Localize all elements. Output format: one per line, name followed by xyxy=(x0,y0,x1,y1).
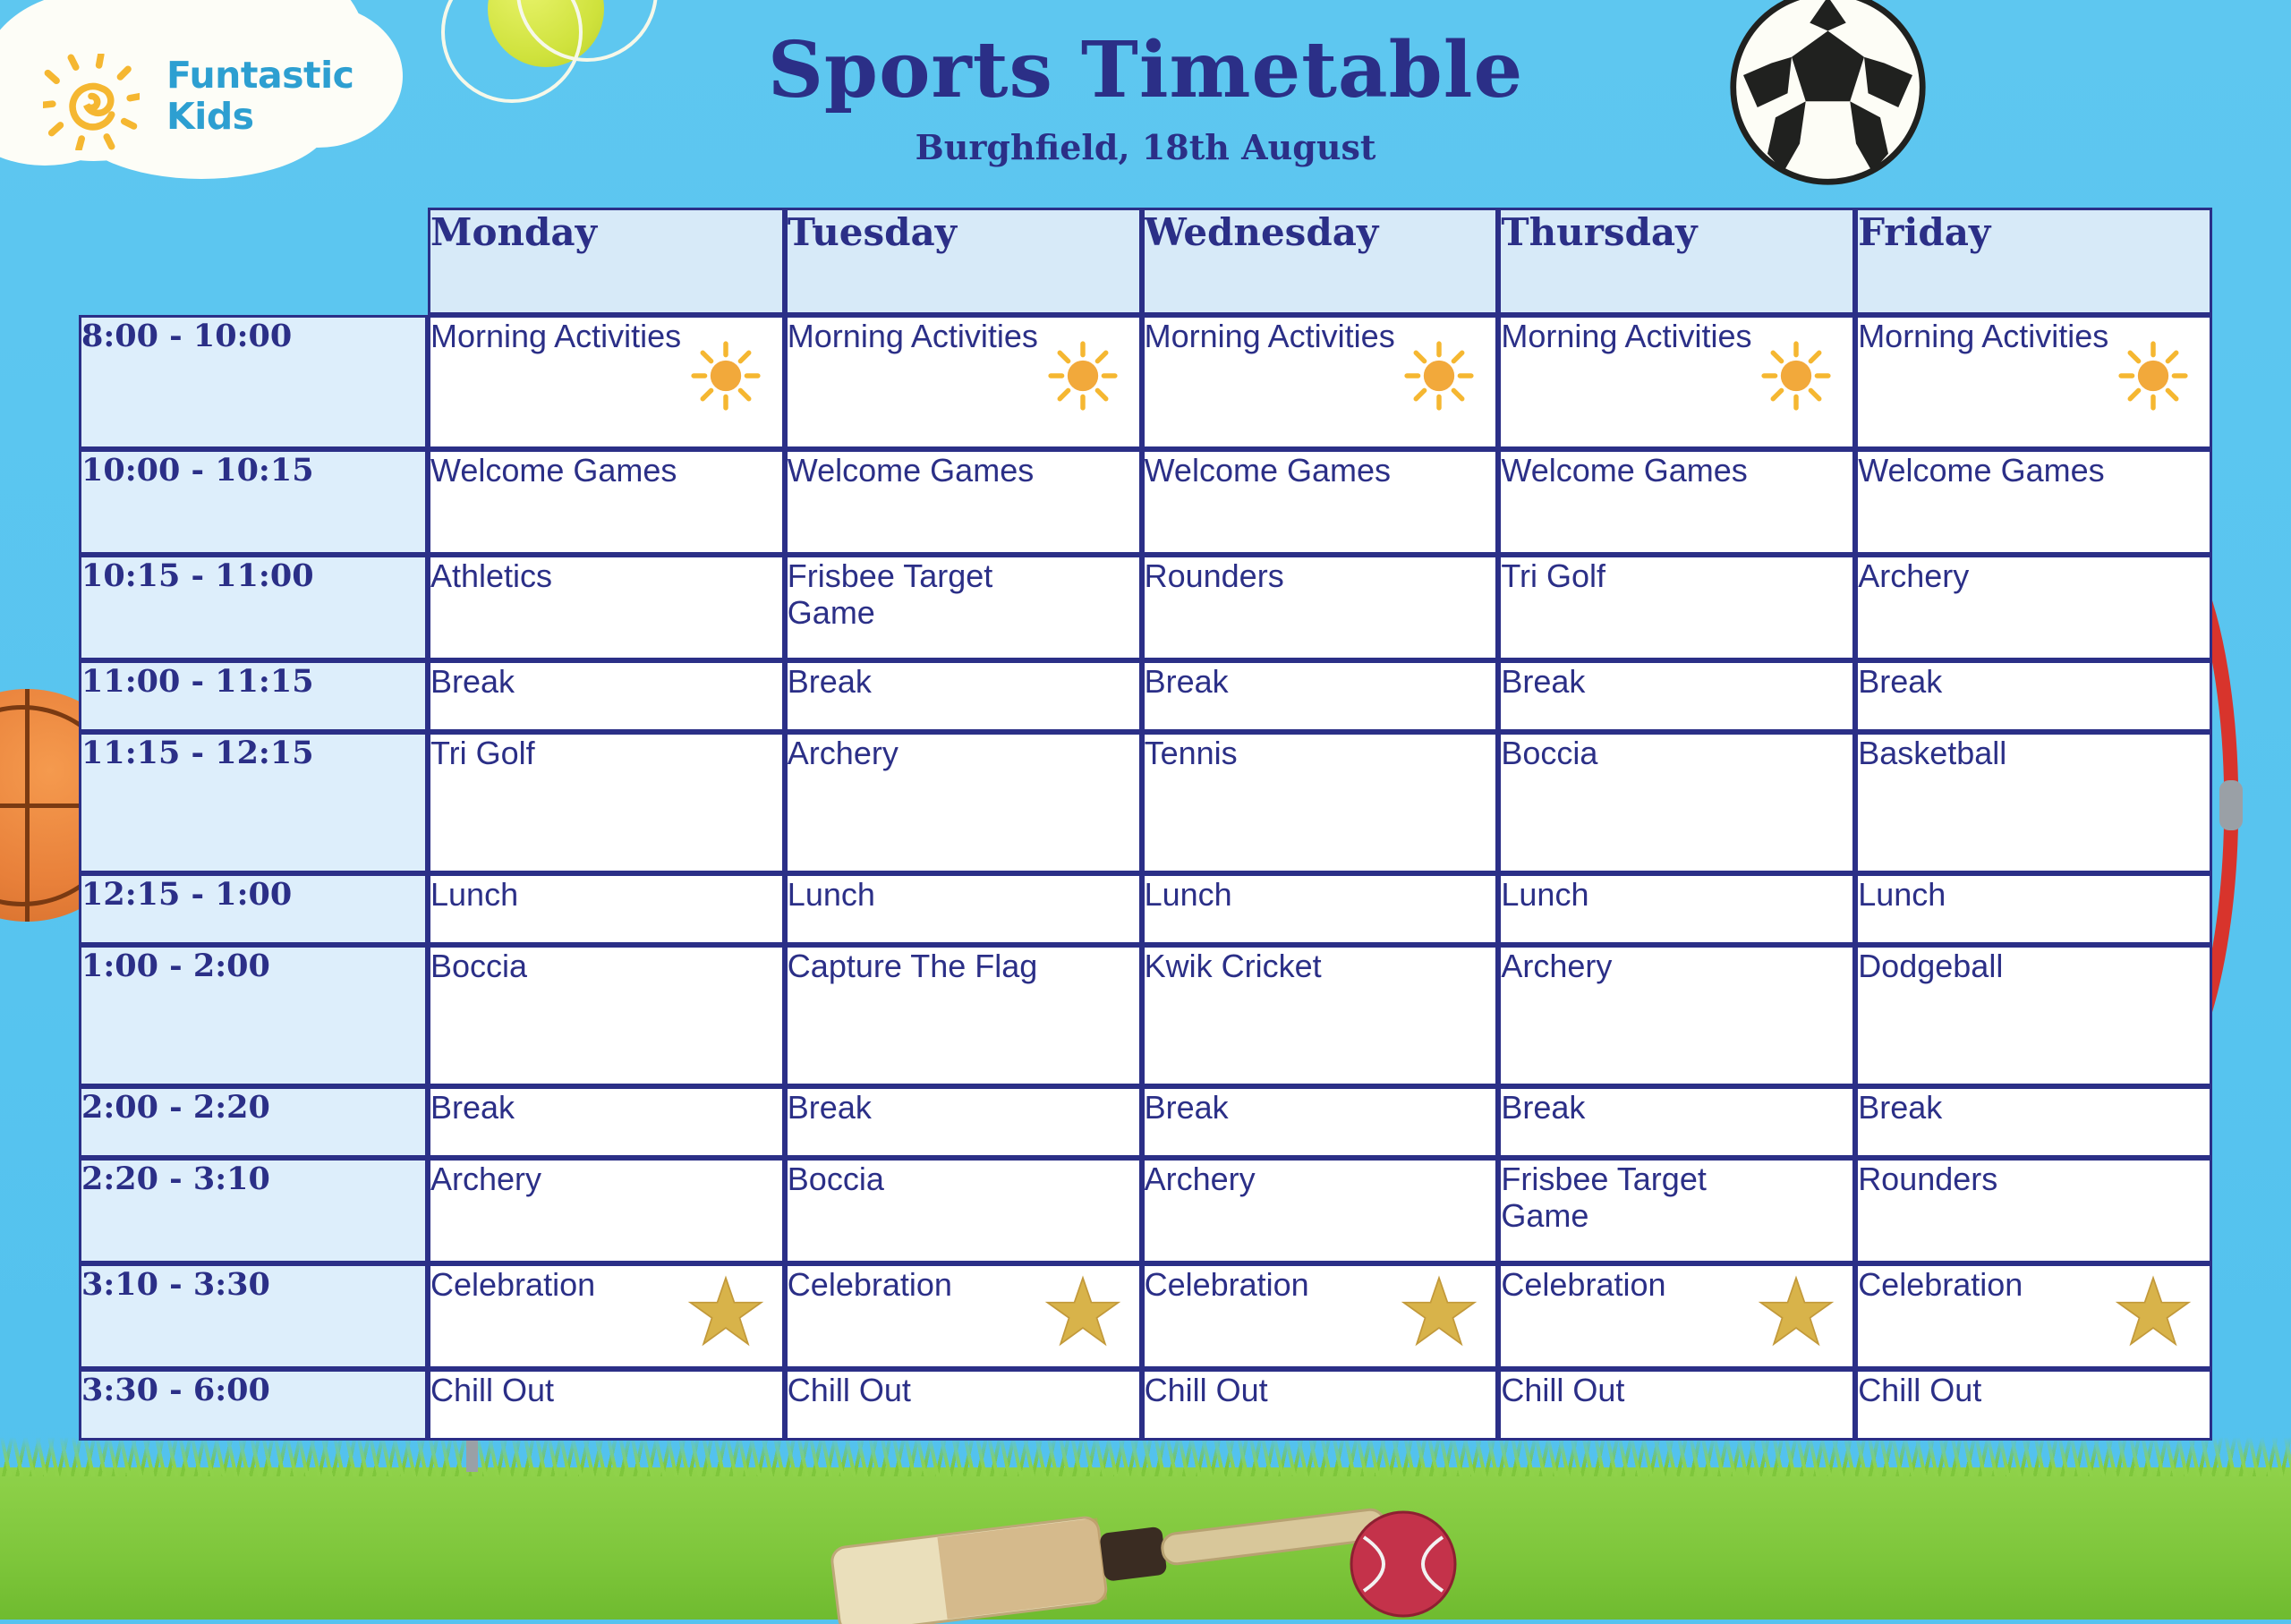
activity-label: Break xyxy=(787,663,872,700)
activity-cell xyxy=(1142,1369,1499,1441)
activity-cell xyxy=(1498,1369,1855,1441)
activity-cell xyxy=(1498,732,1855,873)
activity-label: Break xyxy=(430,1089,515,1126)
activity-cell xyxy=(785,449,1142,555)
activity-cell xyxy=(428,1158,785,1263)
activity-cell xyxy=(1142,732,1499,873)
table-row xyxy=(79,732,2212,873)
activity-label: Boccia xyxy=(430,948,528,984)
activity-label: Chill Out xyxy=(1144,1372,1268,1408)
activity-cell xyxy=(1142,555,1499,660)
activity-label: Welcome Games xyxy=(1501,452,1748,489)
star-icon xyxy=(1758,1273,1835,1350)
activity-label: Welcome Games xyxy=(430,452,677,489)
column-header-monday: Monday xyxy=(428,208,785,315)
activity-label: Dodgeball xyxy=(1858,948,2004,984)
column-header-thursday: Thursday xyxy=(1498,208,1855,315)
table-row xyxy=(79,449,2212,555)
column-header-tuesday: Tuesday xyxy=(785,208,1142,315)
activity-cell xyxy=(1855,732,2212,873)
activity-label: Welcome Games xyxy=(1144,452,1392,489)
activity-cell xyxy=(1498,1263,1855,1369)
table-row xyxy=(79,873,2212,945)
activity-label: Break xyxy=(1858,1089,1943,1126)
activity-cell xyxy=(1855,555,2212,660)
cricket-bat-graphic xyxy=(805,1458,1486,1624)
activity-label: Archery xyxy=(1858,557,1970,594)
star-icon xyxy=(1044,1273,1121,1350)
brand-name-line2: Kids xyxy=(166,94,254,138)
activity-cell xyxy=(785,1158,1142,1263)
activity-label: Boccia xyxy=(787,1161,884,1197)
activity-label: Morning Activities xyxy=(1144,318,1395,354)
activity-cell xyxy=(1142,660,1499,732)
brand-name-line1: Funtastic xyxy=(166,54,354,97)
activity-cell xyxy=(428,1086,785,1158)
activity-label: Welcome Games xyxy=(787,452,1035,489)
activity-cell xyxy=(1498,1086,1855,1158)
timetable-header-row xyxy=(79,208,2212,315)
time-slot-label: 12:15 - 1:00 xyxy=(79,873,428,945)
column-header-friday: Friday xyxy=(1855,208,2212,315)
activity-label: Chill Out xyxy=(787,1372,911,1408)
time-slot-label: 1:00 - 2:00 xyxy=(79,945,428,1086)
activity-label: Welcome Games xyxy=(1858,452,2105,489)
activity-cell xyxy=(1855,873,2212,945)
activity-cell xyxy=(785,732,1142,873)
table-row xyxy=(79,555,2212,660)
activity-cell xyxy=(785,660,1142,732)
activity-cell xyxy=(1498,449,1855,555)
activity-label: Tri Golf xyxy=(1501,557,1606,594)
activity-cell xyxy=(1855,945,2212,1086)
activity-cell xyxy=(1855,660,2212,732)
activity-cell xyxy=(1498,555,1855,660)
star-icon xyxy=(1401,1273,1478,1350)
activity-label: Break xyxy=(430,663,515,700)
activity-cell xyxy=(428,660,785,732)
activity-cell xyxy=(785,1263,1142,1369)
activity-cell xyxy=(1855,315,2212,449)
time-slot-label: 11:00 - 11:15 xyxy=(79,660,428,732)
activity-cell xyxy=(1142,1263,1499,1369)
time-slot-label: 8:00 - 10:00 xyxy=(79,315,428,449)
activity-label: Celebration xyxy=(1858,1266,2023,1303)
activity-label: Lunch xyxy=(1144,876,1232,913)
activity-label: Athletics xyxy=(430,557,553,594)
activity-label: Frisbee Target Game xyxy=(1501,1161,1707,1235)
time-slot-label: 3:10 - 3:30 xyxy=(79,1263,428,1369)
activity-cell xyxy=(428,449,785,555)
time-slot-label: 10:00 - 10:15 xyxy=(79,449,428,555)
activity-cell xyxy=(1855,1263,2212,1369)
sun-icon xyxy=(1404,341,1474,411)
table-row xyxy=(79,1158,2212,1263)
activity-label: Tennis xyxy=(1144,735,1238,771)
activity-cell xyxy=(1855,1158,2212,1263)
activity-cell xyxy=(428,945,785,1086)
activity-label: Break xyxy=(787,1089,872,1126)
activity-label: Capture The Flag xyxy=(787,948,1038,984)
activity-cell xyxy=(785,1086,1142,1158)
activity-cell xyxy=(1855,1369,2212,1441)
page-title: Sports Timetable xyxy=(767,25,1524,115)
activity-cell xyxy=(1142,1086,1499,1158)
activity-cell xyxy=(785,315,1142,449)
activity-label: Lunch xyxy=(430,876,519,913)
activity-label: Kwik Cricket xyxy=(1144,948,1322,984)
activity-cell xyxy=(785,873,1142,945)
cricket-ball-graphic xyxy=(1351,1512,1455,1616)
activity-cell xyxy=(1142,315,1499,449)
activity-label: Break xyxy=(1858,663,1943,700)
activity-cell xyxy=(785,945,1142,1086)
activity-cell xyxy=(1498,945,1855,1086)
activity-cell xyxy=(428,732,785,873)
activity-cell xyxy=(428,873,785,945)
activity-cell xyxy=(1498,1158,1855,1263)
time-slot-label: 10:15 - 11:00 xyxy=(79,555,428,660)
activity-label: Tri Golf xyxy=(430,735,535,771)
corner-cell xyxy=(79,208,428,315)
activity-label: Chill Out xyxy=(1501,1372,1625,1408)
activity-label: Archery xyxy=(1501,948,1613,984)
activity-label: Chill Out xyxy=(1858,1372,1982,1408)
activity-cell xyxy=(1142,873,1499,945)
time-slot-label: 3:30 - 6:00 xyxy=(79,1369,428,1441)
star-icon xyxy=(2115,1273,2192,1350)
activity-cell xyxy=(428,1263,785,1369)
timetable xyxy=(79,208,2212,1441)
activity-cell xyxy=(1855,449,2212,555)
star-icon xyxy=(687,1273,764,1350)
activity-cell xyxy=(1498,660,1855,732)
activity-cell xyxy=(785,1369,1142,1441)
activity-label: Break xyxy=(1144,1089,1229,1126)
activity-label: Archery xyxy=(1144,1161,1256,1197)
table-row xyxy=(79,1086,2212,1158)
sun-icon xyxy=(2118,341,2188,411)
activity-label: Celebration xyxy=(1501,1266,1666,1303)
sun-icon xyxy=(1048,341,1118,411)
activity-label: Archery xyxy=(787,735,899,771)
page-subtitle: Burghfield, 18th August xyxy=(915,127,1376,167)
time-slot-label: 2:20 - 3:10 xyxy=(79,1158,428,1263)
activity-label: Lunch xyxy=(787,876,875,913)
activity-cell xyxy=(428,555,785,660)
column-header-wednesday: Wednesday xyxy=(1142,208,1499,315)
time-slot-label: 2:00 - 2:20 xyxy=(79,1086,428,1158)
activity-label: Rounders xyxy=(1144,557,1284,594)
activity-cell xyxy=(428,1369,785,1441)
activity-label: Break xyxy=(1144,663,1229,700)
activity-label: Celebration xyxy=(1144,1266,1309,1303)
activity-cell xyxy=(428,315,785,449)
activity-cell xyxy=(1142,1158,1499,1263)
activity-label: Boccia xyxy=(1501,735,1598,771)
sun-icon xyxy=(1761,341,1831,411)
timetable-container xyxy=(79,208,2212,1441)
activity-label: Morning Activities xyxy=(430,318,682,354)
table-row xyxy=(79,1263,2212,1369)
activity-label: Basketball xyxy=(1858,735,2007,771)
activity-label: Celebration xyxy=(430,1266,596,1303)
activity-label: Frisbee Target Game xyxy=(787,557,993,632)
activity-cell xyxy=(1498,315,1855,449)
table-row xyxy=(79,315,2212,449)
activity-label: Celebration xyxy=(787,1266,952,1303)
activity-label: Lunch xyxy=(1501,876,1589,913)
activity-label: Break xyxy=(1501,663,1586,700)
table-row xyxy=(79,660,2212,732)
time-slot-label: 11:15 - 12:15 xyxy=(79,732,428,873)
activity-label: Morning Activities xyxy=(1858,318,2109,354)
activity-label: Chill Out xyxy=(430,1372,555,1408)
activity-label: Morning Activities xyxy=(787,318,1038,354)
activity-label: Rounders xyxy=(1858,1161,1998,1197)
activity-cell xyxy=(1142,945,1499,1086)
table-row xyxy=(79,1369,2212,1441)
sun-icon xyxy=(691,341,761,411)
activity-cell xyxy=(1142,449,1499,555)
activity-label: Archery xyxy=(430,1161,542,1197)
activity-label: Morning Activities xyxy=(1501,318,1752,354)
activity-cell xyxy=(1855,1086,2212,1158)
activity-cell xyxy=(785,555,1142,660)
activity-label: Break xyxy=(1501,1089,1586,1126)
activity-label: Lunch xyxy=(1858,876,1946,913)
table-row xyxy=(79,945,2212,1086)
activity-cell xyxy=(1498,873,1855,945)
